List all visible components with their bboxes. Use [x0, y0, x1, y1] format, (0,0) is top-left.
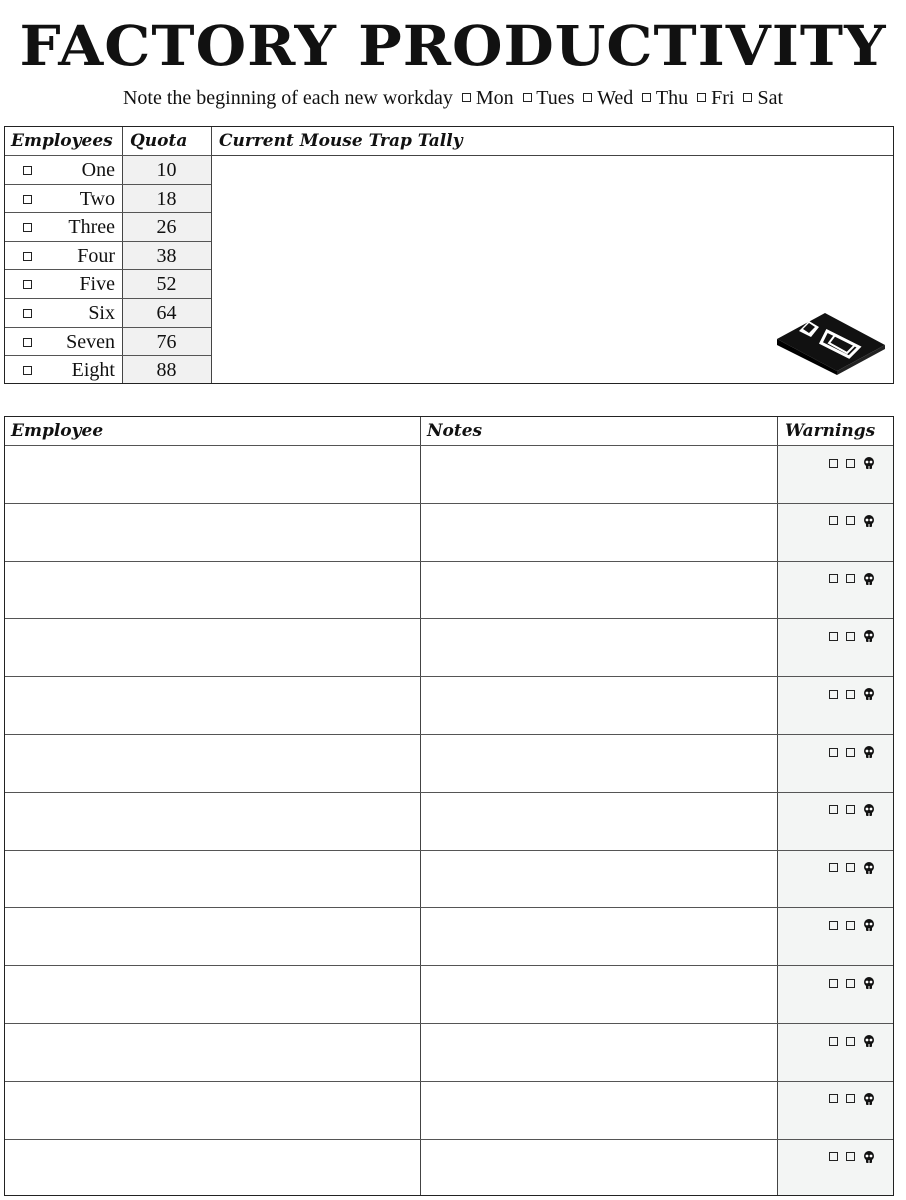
quota-value: 10 [156, 159, 177, 181]
skull-icon[interactable] [863, 746, 875, 758]
warning-marks [829, 862, 875, 874]
notes-cell[interactable] [421, 1140, 777, 1198]
warning-marks [829, 804, 875, 816]
log-row [5, 618, 893, 677]
employee-header: Employee [11, 421, 104, 441]
employee-count: Four [77, 244, 115, 267]
workday-checkbox-mon[interactable] [462, 93, 471, 102]
employee-cell[interactable] [5, 677, 420, 735]
log-row [5, 676, 893, 735]
workday-fri: Fri [711, 87, 735, 109]
skull-icon[interactable] [863, 688, 875, 700]
quota-header: Quota [130, 131, 188, 151]
notes-cell[interactable] [421, 446, 777, 504]
employee-count: Eight [71, 359, 115, 382]
employee-count: Six [88, 302, 115, 324]
warning-checkbox[interactable] [829, 863, 838, 872]
quota-table [4, 126, 894, 384]
workday-sat: Sat [757, 87, 784, 109]
warning-checkbox[interactable] [829, 1037, 838, 1046]
log-row [5, 561, 893, 620]
workday-label: Note the beginning of each new workday [122, 87, 453, 109]
skull-icon[interactable] [863, 977, 875, 989]
employee-checkbox[interactable] [23, 252, 32, 261]
skull-icon[interactable] [863, 573, 875, 585]
workday-tracker [0, 84, 906, 112]
employee-quota-row [5, 269, 211, 298]
employee-quota-row [5, 241, 211, 270]
quota-value: 76 [156, 330, 177, 353]
employee-checkbox[interactable] [23, 366, 32, 375]
quota-value: 88 [156, 359, 177, 382]
warning-checkbox[interactable] [829, 1094, 838, 1103]
log-row [5, 1081, 893, 1140]
employee-checkbox[interactable] [23, 309, 32, 318]
skull-icon[interactable] [863, 1035, 875, 1047]
quota-value: 26 [156, 216, 177, 239]
workday-checkbox-tues[interactable] [523, 93, 532, 102]
employee-checkbox[interactable] [23, 338, 32, 347]
notes-cell[interactable] [421, 1024, 777, 1082]
warning-checkbox[interactable] [829, 459, 838, 468]
quota-value: 52 [156, 273, 177, 296]
warning-marks [829, 1035, 875, 1047]
employee-cell[interactable] [5, 562, 420, 620]
employee-cell[interactable] [5, 793, 420, 851]
skull-icon[interactable] [863, 804, 875, 816]
skull-icon[interactable] [863, 1093, 875, 1105]
warning-checkbox[interactable] [829, 516, 838, 525]
skull-icon[interactable] [863, 1151, 875, 1163]
employee-quota-row [5, 298, 211, 327]
employee-cell[interactable] [5, 1082, 420, 1140]
employee-checkbox[interactable] [23, 280, 32, 289]
employee-quota-row [5, 212, 211, 241]
workday-wed: Wed [597, 87, 634, 109]
employee-count: Seven [66, 330, 115, 353]
notes-cell[interactable] [421, 562, 777, 620]
skull-icon[interactable] [863, 515, 875, 527]
warning-checkbox[interactable] [846, 1094, 855, 1103]
warning-marks [829, 457, 875, 469]
employee-count: Two [79, 187, 115, 210]
warning-checkbox[interactable] [829, 574, 838, 583]
employee-checkbox[interactable] [23, 195, 32, 204]
employee-cell[interactable] [5, 851, 420, 909]
notes-cell[interactable] [421, 1082, 777, 1140]
workday-checkbox-thu[interactable] [642, 93, 651, 102]
warning-marks [829, 688, 875, 700]
skull-icon[interactable] [863, 862, 875, 874]
employee-count: Five [79, 273, 115, 296]
employee-cell[interactable] [5, 908, 420, 966]
skull-icon[interactable] [863, 457, 875, 469]
log-row [5, 734, 893, 793]
employee-quota-row [5, 155, 211, 184]
workday-checkbox-wed[interactable] [583, 93, 592, 102]
warning-checkbox[interactable] [846, 690, 855, 699]
tally-header: Current Mouse Trap Tally [219, 131, 463, 151]
warning-checkbox[interactable] [846, 805, 855, 814]
notes-cell[interactable] [421, 735, 777, 793]
warning-checkbox[interactable] [846, 863, 855, 872]
warning-checkbox[interactable] [829, 1152, 838, 1161]
warnings-header: Warnings [785, 421, 876, 441]
warning-checkbox[interactable] [846, 516, 855, 525]
employee-cell[interactable] [5, 504, 420, 562]
warning-checkbox[interactable] [829, 632, 838, 641]
employee-quota-row [5, 327, 211, 356]
employee-count: One [81, 159, 115, 181]
warning-checkbox[interactable] [846, 921, 855, 930]
notes-cell[interactable] [421, 908, 777, 966]
warning-checkbox[interactable] [829, 805, 838, 814]
employee-checkbox[interactable] [23, 223, 32, 232]
notes-header: Notes [427, 421, 483, 441]
employee-cell[interactable] [5, 619, 420, 677]
workday-tues: Tues [536, 87, 575, 109]
warning-checkbox[interactable] [829, 921, 838, 930]
log-row [5, 1023, 893, 1082]
employee-count: Three [68, 216, 115, 239]
warning-marks [829, 515, 875, 527]
skull-icon[interactable] [863, 630, 875, 642]
notes-cell[interactable] [421, 793, 777, 851]
employee-quota-row [5, 355, 211, 384]
log-row [5, 445, 893, 504]
notes-cell[interactable] [421, 677, 777, 735]
warning-marks [829, 977, 875, 989]
workday-mon: Mon [475, 87, 514, 109]
notes-cell[interactable] [421, 851, 777, 909]
notes-cell[interactable] [421, 504, 777, 562]
workday-checkbox-sat[interactable] [743, 93, 752, 102]
employee-log-table [4, 416, 894, 1196]
warning-checkbox[interactable] [846, 979, 855, 988]
warning-marks [829, 746, 875, 758]
employee-cell[interactable] [5, 735, 420, 793]
employee-quota-row [5, 184, 211, 213]
employee-checkbox[interactable] [23, 166, 32, 175]
employee-cell[interactable] [5, 1140, 420, 1198]
warning-checkbox[interactable] [829, 690, 838, 699]
quota-value: 64 [156, 302, 177, 324]
quota-value: 38 [156, 244, 177, 267]
employee-cell[interactable] [5, 446, 420, 504]
mouse-trap-icon [775, 309, 887, 375]
log-row [5, 503, 893, 562]
warning-marks [829, 1093, 875, 1105]
log-row [5, 907, 893, 966]
warning-checkbox[interactable] [846, 632, 855, 641]
warning-marks [829, 1151, 875, 1163]
warning-checkbox[interactable] [846, 574, 855, 583]
warning-marks [829, 919, 875, 931]
skull-icon[interactable] [863, 919, 875, 931]
employee-cell[interactable] [5, 966, 420, 1024]
employees-header: Employees [11, 131, 113, 151]
warning-marks [829, 573, 875, 585]
warning-checkbox[interactable] [846, 459, 855, 468]
log-row [5, 850, 893, 909]
warning-marks [829, 630, 875, 642]
warning-checkbox[interactable] [846, 1152, 855, 1161]
warning-checkbox[interactable] [829, 979, 838, 988]
log-row [5, 792, 893, 851]
warning-checkbox[interactable] [846, 1037, 855, 1046]
employee-cell[interactable] [5, 1024, 420, 1082]
workday-thu: Thu [655, 87, 689, 109]
warning-checkbox[interactable] [829, 748, 838, 757]
log-row [5, 965, 893, 1024]
notes-cell[interactable] [421, 966, 777, 1024]
warning-checkbox[interactable] [846, 748, 855, 757]
quota-value: 18 [156, 187, 177, 210]
workday-checkbox-fri[interactable] [697, 93, 706, 102]
page-title: FACTORY PRODUCTIVITY [19, 13, 887, 79]
log-row [5, 1139, 893, 1198]
notes-cell[interactable] [421, 619, 777, 677]
